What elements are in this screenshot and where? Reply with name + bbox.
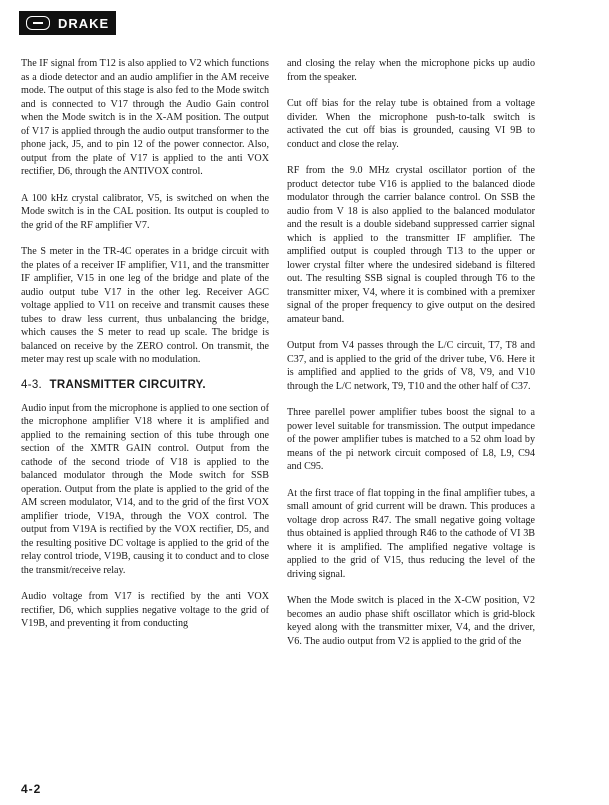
paragraph: A 100 kHz crystal calibrator, V5, is switched on when the Mode switch is in the CAL position. Its output is coupled to the grid of the RF amplifier V7. [21,192,269,231]
left-column [21,57,269,631]
paragraph: Audio input from the microphone is applied to one section of the microphone amplifier V18 where it is amplified and applied to the remaining section of this tube through one section of the XMTR GAIN control. Output from the cathode of the second triode of V18 is applied to the balanced modulator through the Mode switch for SSB operation. Output from the plate is applied to the grid of the AM screen modulator, V14, and to the grid of the first VOX amplifier triode, V19A, through the VOX control. The output from V19A is rectified by the VOX rectifier, D5, and the resulting positive DC voltage is applied to the grid of the relay control triode, V19B, causing it to conduct and to close the transmit/receive relay. [21,402,269,576]
paragraph: When the Mode switch is placed in the X-CW position, V2 becomes an audio phase shift oscillator which is grid-block keyed along with the transmitter mixer, V4, and the driver, V6. The audio output from V2 is applied to the grid of the [287,595,535,647]
paragraph: At the first trace of flat topping in the final amplifier tubes, a small amount of grid current will be drawn. This produces a voltage drop across R47. The small negative going voltage thus obtained is applied through R46 to the cathode of VI 3B where it is amplified. The amplified negative voltage is applied to the grid of V15, thus reducing the level of the driving signal. [287,487,535,580]
paragraph: and closing the relay when the microphone picks up audio from the speaker. [287,58,535,83]
paragraph: Cut off bias for the relay tube is obtained from a voltage divider. When the microphone push-to-talk switch is activated the cut off bias is grounded, causing VI 9B to conduct and close the relay. [287,98,535,150]
page-number: 4-2 [21,782,42,796]
section-title: TRANSMITTER CIRCUITRY. [49,378,206,391]
paragraph: The IF signal from T12 is also applied to V2 which functions as a diode detector and an audio amplifier in the AM receive mode. The output of this stage is also fed to the Mode switch and is connected to V17 through the Audio Gain control when the Mode switch is in the X-AM position. The output of V17 is applied through the audio output transformer to the phone jack, J5, and to pin 12 of the power connector. Also, output from the plate of V17 is applied to the anti VOX rectifier, D6, through the ANTIVOX control. [21,58,269,177]
section-number: 4-3. [21,378,43,391]
paragraph: Audio voltage from V17 is rectified by the anti VOX rectifier, D6, which supplies negative voltage to the grid of V19B, and preventing it from conducting [21,591,269,629]
right-column [287,57,535,648]
paragraph: RF from the 9.0 MHz crystal oscillator portion of the product detector tube V16 is applied to the balanced diode modulator through the carrier balance control. On SSB the audio from V 18 is also applied to the balanced modulator and the result is a double sideband suppressed carrier signal which is applied to the transmitter IF amplifier. The amplified output is coupled through T13 to the upper or lower crystal filter where the undesired sideband is filtered out. The resulting SSB signal is coupled through T6 to the transmitter mixer, V4, where it is combined with a premixer signal of the proper frequency to give output on the desired amateur band. [287,165,535,325]
paragraph: Three parellel power amplifier tubes boost the signal to a power level suitable for transmission. The output impedance of the power amplifier tubes is matched to a 52 ohm load by means of the pi network circuit composed of L8, L9, C94 and C95. [287,407,535,472]
paragraph: Output from V4 passes through the L/C circuit, T7, T8 and C37, and is applied to the grid of the driver tube, V6. Here it is amplified and applied to the grids of V8, V9, and V10 through the L/C network, T9, T10 and the other half of C37. [287,340,535,392]
logo-text: DRAKE [58,15,110,31]
section-heading [21,379,269,391]
drake-logo [19,11,116,35]
drake-oval-icon [26,16,50,30]
paragraph: The S meter in the TR-4C operates in a bridge circuit with the plates of a receiver IF amplifier, V11, and the transmitter IF amplifier, V15 in one leg of the bridge and plate of the audio output tube V17 in the other leg. Receiver AGC voltage applied to V11 on receive and transmit causes these tubes to draw less current, thus unbalancing the bridge, which causes the S meter to read up scale. The bridge is balanced on receive by the ZERO control. On transmit, the meter may rest up scale with no modulation. [21,246,269,365]
